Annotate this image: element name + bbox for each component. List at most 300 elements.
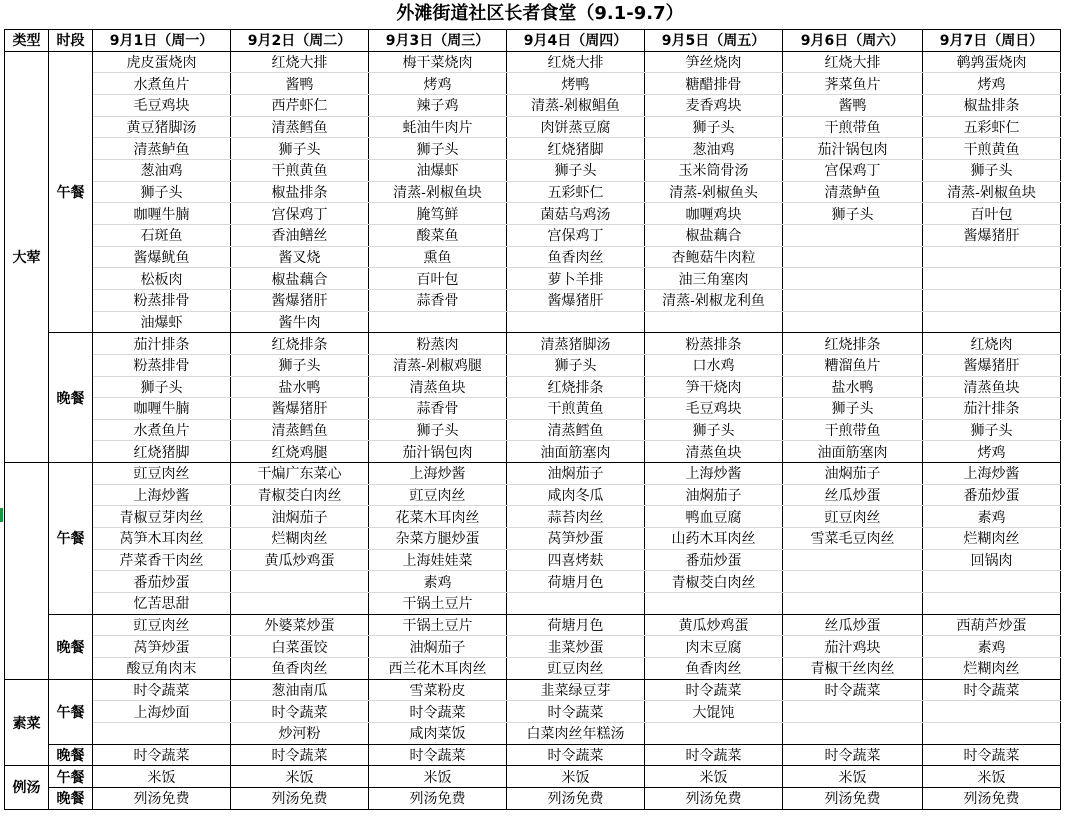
- dish-cell: 黄瓜炒鸡蛋: [231, 549, 369, 571]
- dish-cell: 番茄炒蛋: [645, 549, 783, 571]
- dish-cell: 狮子头: [93, 376, 231, 398]
- table-row: [5, 138, 1061, 160]
- dish-cell: [923, 723, 1061, 745]
- dish-cell: 列汤免费: [507, 787, 645, 809]
- dish-cell: 烂糊肉丝: [923, 658, 1061, 680]
- dish-cell: 清蒸鱼块: [923, 376, 1061, 398]
- dish-cell: 干锅土豆片: [369, 614, 507, 636]
- dish-cell: 狮子头: [645, 419, 783, 441]
- dish-cell: 清蒸-剁椒鸡腿: [369, 354, 507, 376]
- table-row: [5, 73, 1061, 95]
- dish-cell: 上海炒酱: [93, 484, 231, 506]
- dish-cell: [783, 549, 923, 571]
- dish-cell: [923, 246, 1061, 268]
- meal-period-cell: 晚餐: [49, 744, 93, 766]
- dish-cell: 干煎黄鱼: [231, 159, 369, 181]
- dish-cell: 辣子鸡: [369, 94, 507, 116]
- dish-cell: 上海炒酱: [369, 463, 507, 485]
- section-type-cell: 素菜: [5, 679, 49, 766]
- table-row: [5, 354, 1061, 376]
- dish-cell: 外婆菜炒蛋: [231, 614, 369, 636]
- dish-cell: 狮子头: [369, 138, 507, 160]
- section-type-cell: 大荤: [5, 51, 49, 462]
- dish-cell: 玉米筒骨汤: [645, 159, 783, 181]
- dish-cell: 列汤免费: [231, 787, 369, 809]
- dish-cell: 狮子头: [783, 203, 923, 225]
- dish-cell: 烂糊肉丝: [231, 528, 369, 550]
- dish-cell: 红烧大排: [507, 51, 645, 73]
- dish-cell: 酱爆猪肝: [923, 224, 1061, 246]
- table-row: [5, 441, 1061, 463]
- dish-cell: [783, 593, 923, 615]
- table-row: [5, 614, 1061, 636]
- dish-cell: 盐水鸭: [783, 376, 923, 398]
- dish-cell: 米饭: [231, 766, 369, 788]
- header-type: 类型: [5, 30, 49, 52]
- dish-cell: 米饭: [369, 766, 507, 788]
- dish-cell: 干煸广东菜心: [231, 463, 369, 485]
- table-row: [5, 744, 1061, 766]
- dish-cell: 酱叉烧: [231, 246, 369, 268]
- dish-cell: 雪菜粉皮: [369, 679, 507, 701]
- dish-cell: 咸肉菜饭: [369, 723, 507, 745]
- header-period: 时段: [49, 30, 93, 52]
- table-row: [5, 376, 1061, 398]
- table-row: [5, 787, 1061, 809]
- dish-cell: 酱鸭: [231, 73, 369, 95]
- table-row: [5, 766, 1061, 788]
- table-row: [5, 528, 1061, 550]
- table-row: [5, 549, 1061, 571]
- dish-cell: 干煎黄鱼: [507, 398, 645, 420]
- dish-cell: 狮子头: [231, 354, 369, 376]
- dish-cell: 时令蔬菜: [645, 679, 783, 701]
- dish-cell: [783, 289, 923, 311]
- header-day-6: 9月6日（周六）: [783, 30, 923, 52]
- dish-cell: 水煮鱼片: [93, 73, 231, 95]
- dish-cell: 青椒豆芽肉丝: [93, 506, 231, 528]
- dish-cell: 上海娃娃菜: [369, 549, 507, 571]
- dish-cell: 粉蒸排骨: [93, 289, 231, 311]
- dish-cell: 列汤免费: [923, 787, 1061, 809]
- dish-cell: 时令蔬菜: [923, 744, 1061, 766]
- dish-cell: 油爆虾: [369, 159, 507, 181]
- dish-cell: 杂菜方腿炒蛋: [369, 528, 507, 550]
- dish-cell: 椒盐藕合: [645, 224, 783, 246]
- dish-cell: 狮子头: [507, 159, 645, 181]
- dish-cell: 清蒸-剁椒鱼块: [369, 181, 507, 203]
- dish-cell: 粉蒸排骨: [93, 354, 231, 376]
- dish-cell: 时令蔬菜: [369, 744, 507, 766]
- dish-cell: 毛豆鸡块: [645, 398, 783, 420]
- dish-cell: 咖喱牛腩: [93, 398, 231, 420]
- table-row: [5, 636, 1061, 658]
- table-row: [5, 658, 1061, 680]
- dish-cell: 酱爆猪肝: [507, 289, 645, 311]
- dish-cell: 时令蔬菜: [93, 744, 231, 766]
- dish-cell: [923, 289, 1061, 311]
- table-row: [5, 701, 1061, 723]
- section-type-cell: [5, 463, 49, 680]
- dish-cell: 干煎黄鱼: [923, 138, 1061, 160]
- dish-cell: 干煎带鱼: [783, 419, 923, 441]
- header-row: [5, 30, 1061, 52]
- dish-cell: 时令蔬菜: [507, 744, 645, 766]
- meal-period-cell: 午餐: [49, 463, 93, 615]
- dish-cell: 时令蔬菜: [783, 744, 923, 766]
- table-row: [5, 419, 1061, 441]
- dish-cell: 油焖茄子: [231, 506, 369, 528]
- dish-cell: 狮子头: [93, 181, 231, 203]
- dish-cell: 宫保鸡丁: [783, 159, 923, 181]
- dish-cell: 水煮鱼片: [93, 419, 231, 441]
- dish-cell: 鹌鹑蛋烧肉: [923, 51, 1061, 73]
- dish-cell: 红烧排条: [783, 333, 923, 355]
- dish-cell: 咸肉冬瓜: [507, 484, 645, 506]
- table-row: [5, 398, 1061, 420]
- menu-body: [5, 51, 1061, 809]
- dish-cell: 狮子头: [783, 398, 923, 420]
- header-day-2: 9月2日（周二）: [231, 30, 369, 52]
- dish-cell: [783, 571, 923, 593]
- dish-cell: 豇豆肉丝: [93, 614, 231, 636]
- dish-cell: 笋丝烧肉: [645, 51, 783, 73]
- dish-cell: 红烧猪脚: [507, 138, 645, 160]
- table-row: [5, 723, 1061, 745]
- table-row: [5, 679, 1061, 701]
- dish-cell: 米饭: [923, 766, 1061, 788]
- dish-cell: 豇豆肉丝: [783, 506, 923, 528]
- dish-cell: 五彩虾仁: [507, 181, 645, 203]
- dish-cell: 西芹虾仁: [231, 94, 369, 116]
- table-row: [5, 268, 1061, 290]
- dish-cell: 口水鸡: [645, 354, 783, 376]
- table-row: [5, 159, 1061, 181]
- dish-cell: 红烧大排: [231, 51, 369, 73]
- dish-cell: 葱油南瓜: [231, 679, 369, 701]
- dish-cell: 狮子头: [923, 419, 1061, 441]
- dish-cell: 炒河粉: [231, 723, 369, 745]
- dish-cell: 粉蒸肉: [369, 333, 507, 355]
- dish-cell: 烤鸡: [923, 73, 1061, 95]
- dish-cell: 鱼香肉丝: [645, 658, 783, 680]
- dish-cell: 米饭: [645, 766, 783, 788]
- dish-cell: 蒜苔肉丝: [507, 506, 645, 528]
- dish-cell: 时令蔬菜: [93, 679, 231, 701]
- dish-cell: 韭菜炒蛋: [507, 636, 645, 658]
- dish-cell: 素鸡: [369, 571, 507, 593]
- dish-cell: 时令蔬菜: [783, 679, 923, 701]
- dish-cell: 丝瓜炒蛋: [783, 614, 923, 636]
- dish-cell: 酱爆猪肝: [231, 289, 369, 311]
- table-row: [5, 51, 1061, 73]
- dish-cell: 四喜烤麸: [507, 549, 645, 571]
- dish-cell: 烤鸭: [507, 73, 645, 95]
- meal-period-cell: 午餐: [49, 679, 93, 744]
- dish-cell: 黄豆猪脚汤: [93, 116, 231, 138]
- dish-cell: 黄瓜炒鸡蛋: [645, 614, 783, 636]
- dish-cell: 盐水鸭: [231, 376, 369, 398]
- dish-cell: 香油鳝丝: [231, 224, 369, 246]
- dish-cell: 米饭: [93, 766, 231, 788]
- dish-cell: 鱼香肉丝: [231, 658, 369, 680]
- dish-cell: 荷塘月色: [507, 571, 645, 593]
- dish-cell: 笋干烧肉: [645, 376, 783, 398]
- meal-period-cell: 午餐: [49, 766, 93, 788]
- dish-cell: 白菜肉丝年糕汤: [507, 723, 645, 745]
- dish-cell: 虎皮蛋烧肉: [93, 51, 231, 73]
- table-row: [5, 94, 1061, 116]
- dish-cell: 椒盐排条: [231, 181, 369, 203]
- dish-cell: 葱油鸡: [93, 159, 231, 181]
- dish-cell: 熏鱼: [369, 246, 507, 268]
- dish-cell: 杏鲍菇牛肉粒: [645, 246, 783, 268]
- dish-cell: 时令蔬菜: [645, 744, 783, 766]
- dish-cell: [645, 311, 783, 333]
- dish-cell: 列汤免费: [783, 787, 923, 809]
- header-day-4: 9月4日（周四）: [507, 30, 645, 52]
- dish-cell: 糖醋排骨: [645, 73, 783, 95]
- dish-cell: [783, 246, 923, 268]
- dish-cell: 清蒸鳕鱼: [507, 419, 645, 441]
- dish-cell: 清蒸鲈鱼: [783, 181, 923, 203]
- dish-cell: 烂糊肉丝: [923, 528, 1061, 550]
- dish-cell: 莴笋炒蛋: [93, 636, 231, 658]
- dish-cell: 莴笋木耳肉丝: [93, 528, 231, 550]
- dish-cell: [923, 571, 1061, 593]
- header-day-3: 9月3日（周三）: [369, 30, 507, 52]
- dish-cell: 豇豆肉丝: [369, 484, 507, 506]
- dish-cell: 丝瓜炒蛋: [783, 484, 923, 506]
- dish-cell: 上海炒面: [93, 701, 231, 723]
- dish-cell: 宫保鸡丁: [507, 224, 645, 246]
- dish-cell: 素鸡: [923, 506, 1061, 528]
- dish-cell: 松板肉: [93, 268, 231, 290]
- dish-cell: 青椒茭白肉丝: [231, 484, 369, 506]
- dish-cell: 列汤免费: [93, 787, 231, 809]
- dish-cell: 狮子头: [507, 354, 645, 376]
- dish-cell: [923, 593, 1061, 615]
- dish-cell: 毛豆鸡块: [93, 94, 231, 116]
- dish-cell: [645, 593, 783, 615]
- menu-table: [4, 29, 1061, 810]
- dish-cell: 油焖茄子: [507, 463, 645, 485]
- dish-cell: [783, 311, 923, 333]
- dish-cell: 红烧排条: [231, 333, 369, 355]
- dish-cell: 豇豆肉丝: [93, 463, 231, 485]
- dish-cell: 椒盐藕合: [231, 268, 369, 290]
- dish-cell: [231, 571, 369, 593]
- dish-cell: 韭菜绿豆芽: [507, 679, 645, 701]
- dish-cell: 油焖茄子: [783, 463, 923, 485]
- dish-cell: 蒜香骨: [369, 398, 507, 420]
- dish-cell: 百叶包: [369, 268, 507, 290]
- dish-cell: 咖喱牛腩: [93, 203, 231, 225]
- dish-cell: 时令蔬菜: [923, 679, 1061, 701]
- dish-cell: 狮子头: [231, 138, 369, 160]
- table-row: [5, 506, 1061, 528]
- dish-cell: 米饭: [507, 766, 645, 788]
- dish-cell: 莴笋炒蛋: [507, 528, 645, 550]
- dish-cell: 回锅肉: [923, 549, 1061, 571]
- dish-cell: 上海炒酱: [645, 463, 783, 485]
- page-title: 外滩街道社区长者食堂（9.1-9.7）: [396, 3, 684, 24]
- dish-cell: 油焖茄子: [645, 484, 783, 506]
- dish-cell: 列汤免费: [369, 787, 507, 809]
- row-marker: [0, 508, 3, 522]
- dish-cell: 荠菜鱼片: [783, 73, 923, 95]
- table-row: [5, 593, 1061, 615]
- table-row: [5, 246, 1061, 268]
- dish-cell: 油三角塞肉: [645, 268, 783, 290]
- dish-cell: 时令蔬菜: [231, 744, 369, 766]
- dish-cell: 百叶包: [923, 203, 1061, 225]
- dish-cell: 清蒸-剁椒鱼块: [923, 181, 1061, 203]
- dish-cell: 萝卜羊排: [507, 268, 645, 290]
- dish-cell: 清蒸-剁椒龙利鱼: [645, 289, 783, 311]
- dish-cell: [923, 311, 1061, 333]
- dish-cell: 酱爆猪肝: [923, 354, 1061, 376]
- dish-cell: 椒盐排条: [923, 94, 1061, 116]
- dish-cell: 宫保鸡丁: [231, 203, 369, 225]
- section-type-cell: 例汤: [5, 766, 49, 809]
- dish-cell: 上海炒酱: [923, 463, 1061, 485]
- table-row: [5, 311, 1061, 333]
- dish-cell: [507, 311, 645, 333]
- dish-cell: 酱爆猪肝: [231, 398, 369, 420]
- dish-cell: 酸豆角肉末: [93, 658, 231, 680]
- dish-cell: 番茄炒蛋: [93, 571, 231, 593]
- dish-cell: 糟溜鱼片: [783, 354, 923, 376]
- dish-cell: [923, 701, 1061, 723]
- dish-cell: 素鸡: [923, 636, 1061, 658]
- dish-cell: 清蒸鱼块: [645, 441, 783, 463]
- dish-cell: 时令蔬菜: [507, 701, 645, 723]
- meal-period-cell: 晚餐: [49, 333, 93, 463]
- table-row: [5, 463, 1061, 485]
- dish-cell: 忆苦思甜: [93, 593, 231, 615]
- dish-cell: 酱爆鱿鱼: [93, 246, 231, 268]
- dish-cell: 酱鸭: [783, 94, 923, 116]
- header-day-5: 9月5日（周五）: [645, 30, 783, 52]
- header-day-1: 9月1日（周一）: [93, 30, 231, 52]
- dish-cell: 白菜蛋饺: [231, 636, 369, 658]
- dish-cell: 茄汁锅包肉: [783, 138, 923, 160]
- dish-cell: 鸭血豆腐: [645, 506, 783, 528]
- dish-cell: [783, 224, 923, 246]
- dish-cell: 清蒸鲈鱼: [93, 138, 231, 160]
- dish-cell: 清蒸鳕鱼: [231, 419, 369, 441]
- dish-cell: 清蒸-剁椒鱼头: [645, 181, 783, 203]
- dish-cell: 红烧猪脚: [93, 441, 231, 463]
- dish-cell: 粉蒸排条: [645, 333, 783, 355]
- dish-cell: 咖喱鸡块: [645, 203, 783, 225]
- dish-cell: 烤鸡: [369, 73, 507, 95]
- table-row: [5, 203, 1061, 225]
- dish-cell: 狮子头: [645, 116, 783, 138]
- meal-period-cell: 晚餐: [49, 614, 93, 679]
- dish-cell: 狮子头: [923, 159, 1061, 181]
- dish-cell: [923, 268, 1061, 290]
- dish-cell: 油面筋塞肉: [783, 441, 923, 463]
- dish-cell: 狮子头: [369, 419, 507, 441]
- dish-cell: [783, 268, 923, 290]
- meal-period-cell: 晚餐: [49, 787, 93, 809]
- dish-cell: 葱油鸡: [645, 138, 783, 160]
- dish-cell: 油爆虾: [93, 311, 231, 333]
- dish-cell: 番茄炒蛋: [923, 484, 1061, 506]
- dish-cell: 西兰花木耳肉丝: [369, 658, 507, 680]
- dish-cell: 列汤免费: [645, 787, 783, 809]
- dish-cell: 清蒸鱼块: [369, 376, 507, 398]
- dish-cell: 荷塘月色: [507, 614, 645, 636]
- dish-cell: 大馄饨: [645, 701, 783, 723]
- dish-cell: [645, 723, 783, 745]
- dish-cell: [783, 723, 923, 745]
- dish-cell: 干锅土豆片: [369, 593, 507, 615]
- dish-cell: 清蒸鳕鱼: [231, 116, 369, 138]
- table-row: [5, 289, 1061, 311]
- table-row: [5, 571, 1061, 593]
- dish-cell: 酸菜鱼: [369, 224, 507, 246]
- dish-cell: [369, 311, 507, 333]
- dish-cell: 蚝油牛肉片: [369, 116, 507, 138]
- dish-cell: 红烧大排: [783, 51, 923, 73]
- dish-cell: 菌菇乌鸡汤: [507, 203, 645, 225]
- dish-cell: 五彩虾仁: [923, 116, 1061, 138]
- dish-cell: 时令蔬菜: [231, 701, 369, 723]
- dish-cell: 红烧排条: [507, 376, 645, 398]
- dish-cell: 酱牛肉: [231, 311, 369, 333]
- dish-cell: 米饭: [783, 766, 923, 788]
- table-row: [5, 484, 1061, 506]
- dish-cell: [231, 593, 369, 615]
- dish-cell: [783, 701, 923, 723]
- dish-cell: 时令蔬菜: [369, 701, 507, 723]
- dish-cell: 梅干菜烧肉: [369, 51, 507, 73]
- meal-period-cell: 午餐: [49, 51, 93, 333]
- dish-cell: 油焖茄子: [369, 636, 507, 658]
- dish-cell: 茄汁排条: [923, 398, 1061, 420]
- dish-cell: [93, 723, 231, 745]
- dish-cell: 茄汁排条: [93, 333, 231, 355]
- table-row: [5, 181, 1061, 203]
- dish-cell: 蒜香骨: [369, 289, 507, 311]
- dish-cell: 干煎带鱼: [783, 116, 923, 138]
- dish-cell: 肉末豆腐: [645, 636, 783, 658]
- dish-cell: 鱼香肉丝: [507, 246, 645, 268]
- dish-cell: 茄汁锅包肉: [369, 441, 507, 463]
- dish-cell: 雪菜毛豆肉丝: [783, 528, 923, 550]
- dish-cell: 麦香鸡块: [645, 94, 783, 116]
- dish-cell: [507, 593, 645, 615]
- dish-cell: 红烧鸡腿: [231, 441, 369, 463]
- table-row: [5, 116, 1061, 138]
- dish-cell: 青椒干丝肉丝: [783, 658, 923, 680]
- dish-cell: 芹菜香干肉丝: [93, 549, 231, 571]
- dish-cell: 烤鸡: [923, 441, 1061, 463]
- dish-cell: 花菜木耳肉丝: [369, 506, 507, 528]
- dish-cell: 清蒸猪脚汤: [507, 333, 645, 355]
- dish-cell: 肉饼蒸豆腐: [507, 116, 645, 138]
- header-day-7: 9月7日（周日）: [923, 30, 1061, 52]
- dish-cell: 红烧肉: [923, 333, 1061, 355]
- table-row: [5, 333, 1061, 355]
- dish-cell: 油面筋塞肉: [507, 441, 645, 463]
- dish-cell: 西葫芦炒蛋: [923, 614, 1061, 636]
- dish-cell: 腌笃鲜: [369, 203, 507, 225]
- table-row: [5, 224, 1061, 246]
